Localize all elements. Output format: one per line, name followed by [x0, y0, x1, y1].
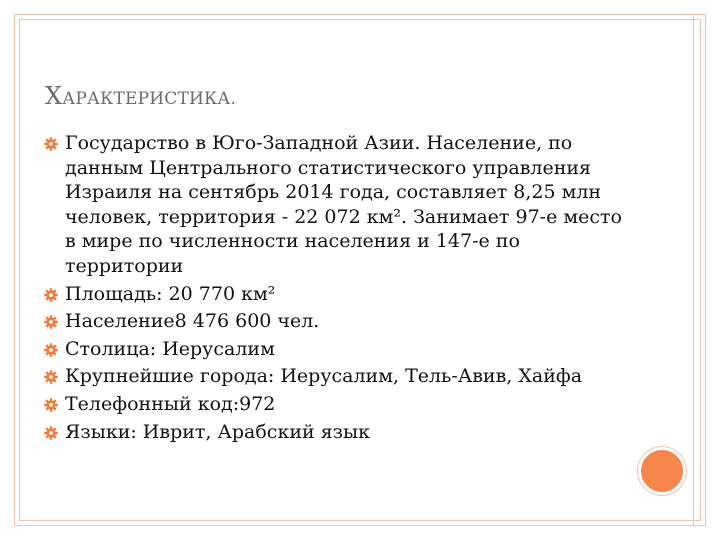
gear-flower-icon: [44, 288, 58, 302]
gear-flower-icon: [44, 137, 58, 151]
slide-right-rule: [693, 14, 694, 526]
bullet-item-capital: [44, 337, 624, 362]
bullet-item-languages: [44, 420, 624, 445]
bullet-text: Государство в Юго-Западной Азии. Население, по данным Центрального статистического управления Израиля на сентябрь 2014 года, составляет 8,25 млн человек, территория - 22 072 км². Занимает 97-е место в мире по численности населения и 147-е по территории: [65, 132, 622, 277]
gear-flower-icon: [44, 343, 58, 357]
gear-flower-icon: [44, 398, 58, 412]
bullet-item-summary: [44, 131, 624, 279]
bullet-item-phone-code: [44, 392, 624, 417]
bullet-item-area: [44, 282, 624, 307]
bullet-text: Крупнейшие города: Иерусалим, Тель-Авив, Хайфа: [65, 365, 583, 388]
bullet-text: Площадь: 20 770 км²: [65, 282, 276, 305]
slide-title-initial: Х: [45, 82, 63, 110]
bullet-text: Телефонный код:972: [65, 392, 276, 415]
decorative-circle: [638, 447, 686, 495]
bullet-text: Столица: Иерусалим: [65, 337, 275, 360]
slide-title-rest: АРАКТЕРИСТИКА: [62, 89, 231, 109]
gear-flower-icon: [44, 370, 58, 384]
gear-flower-icon: [44, 315, 58, 329]
slide-title-dot: .: [230, 89, 237, 109]
bullet-list: [44, 131, 624, 447]
bullet-item-cities: [44, 364, 624, 389]
gear-flower-icon: [44, 426, 58, 440]
bullet-item-population: [44, 309, 624, 334]
slide-title: [45, 82, 236, 110]
bullet-text: Языки: Иврит, Арабский язык: [65, 420, 371, 443]
bullet-text: Население8 476 600 чел.: [65, 310, 320, 333]
